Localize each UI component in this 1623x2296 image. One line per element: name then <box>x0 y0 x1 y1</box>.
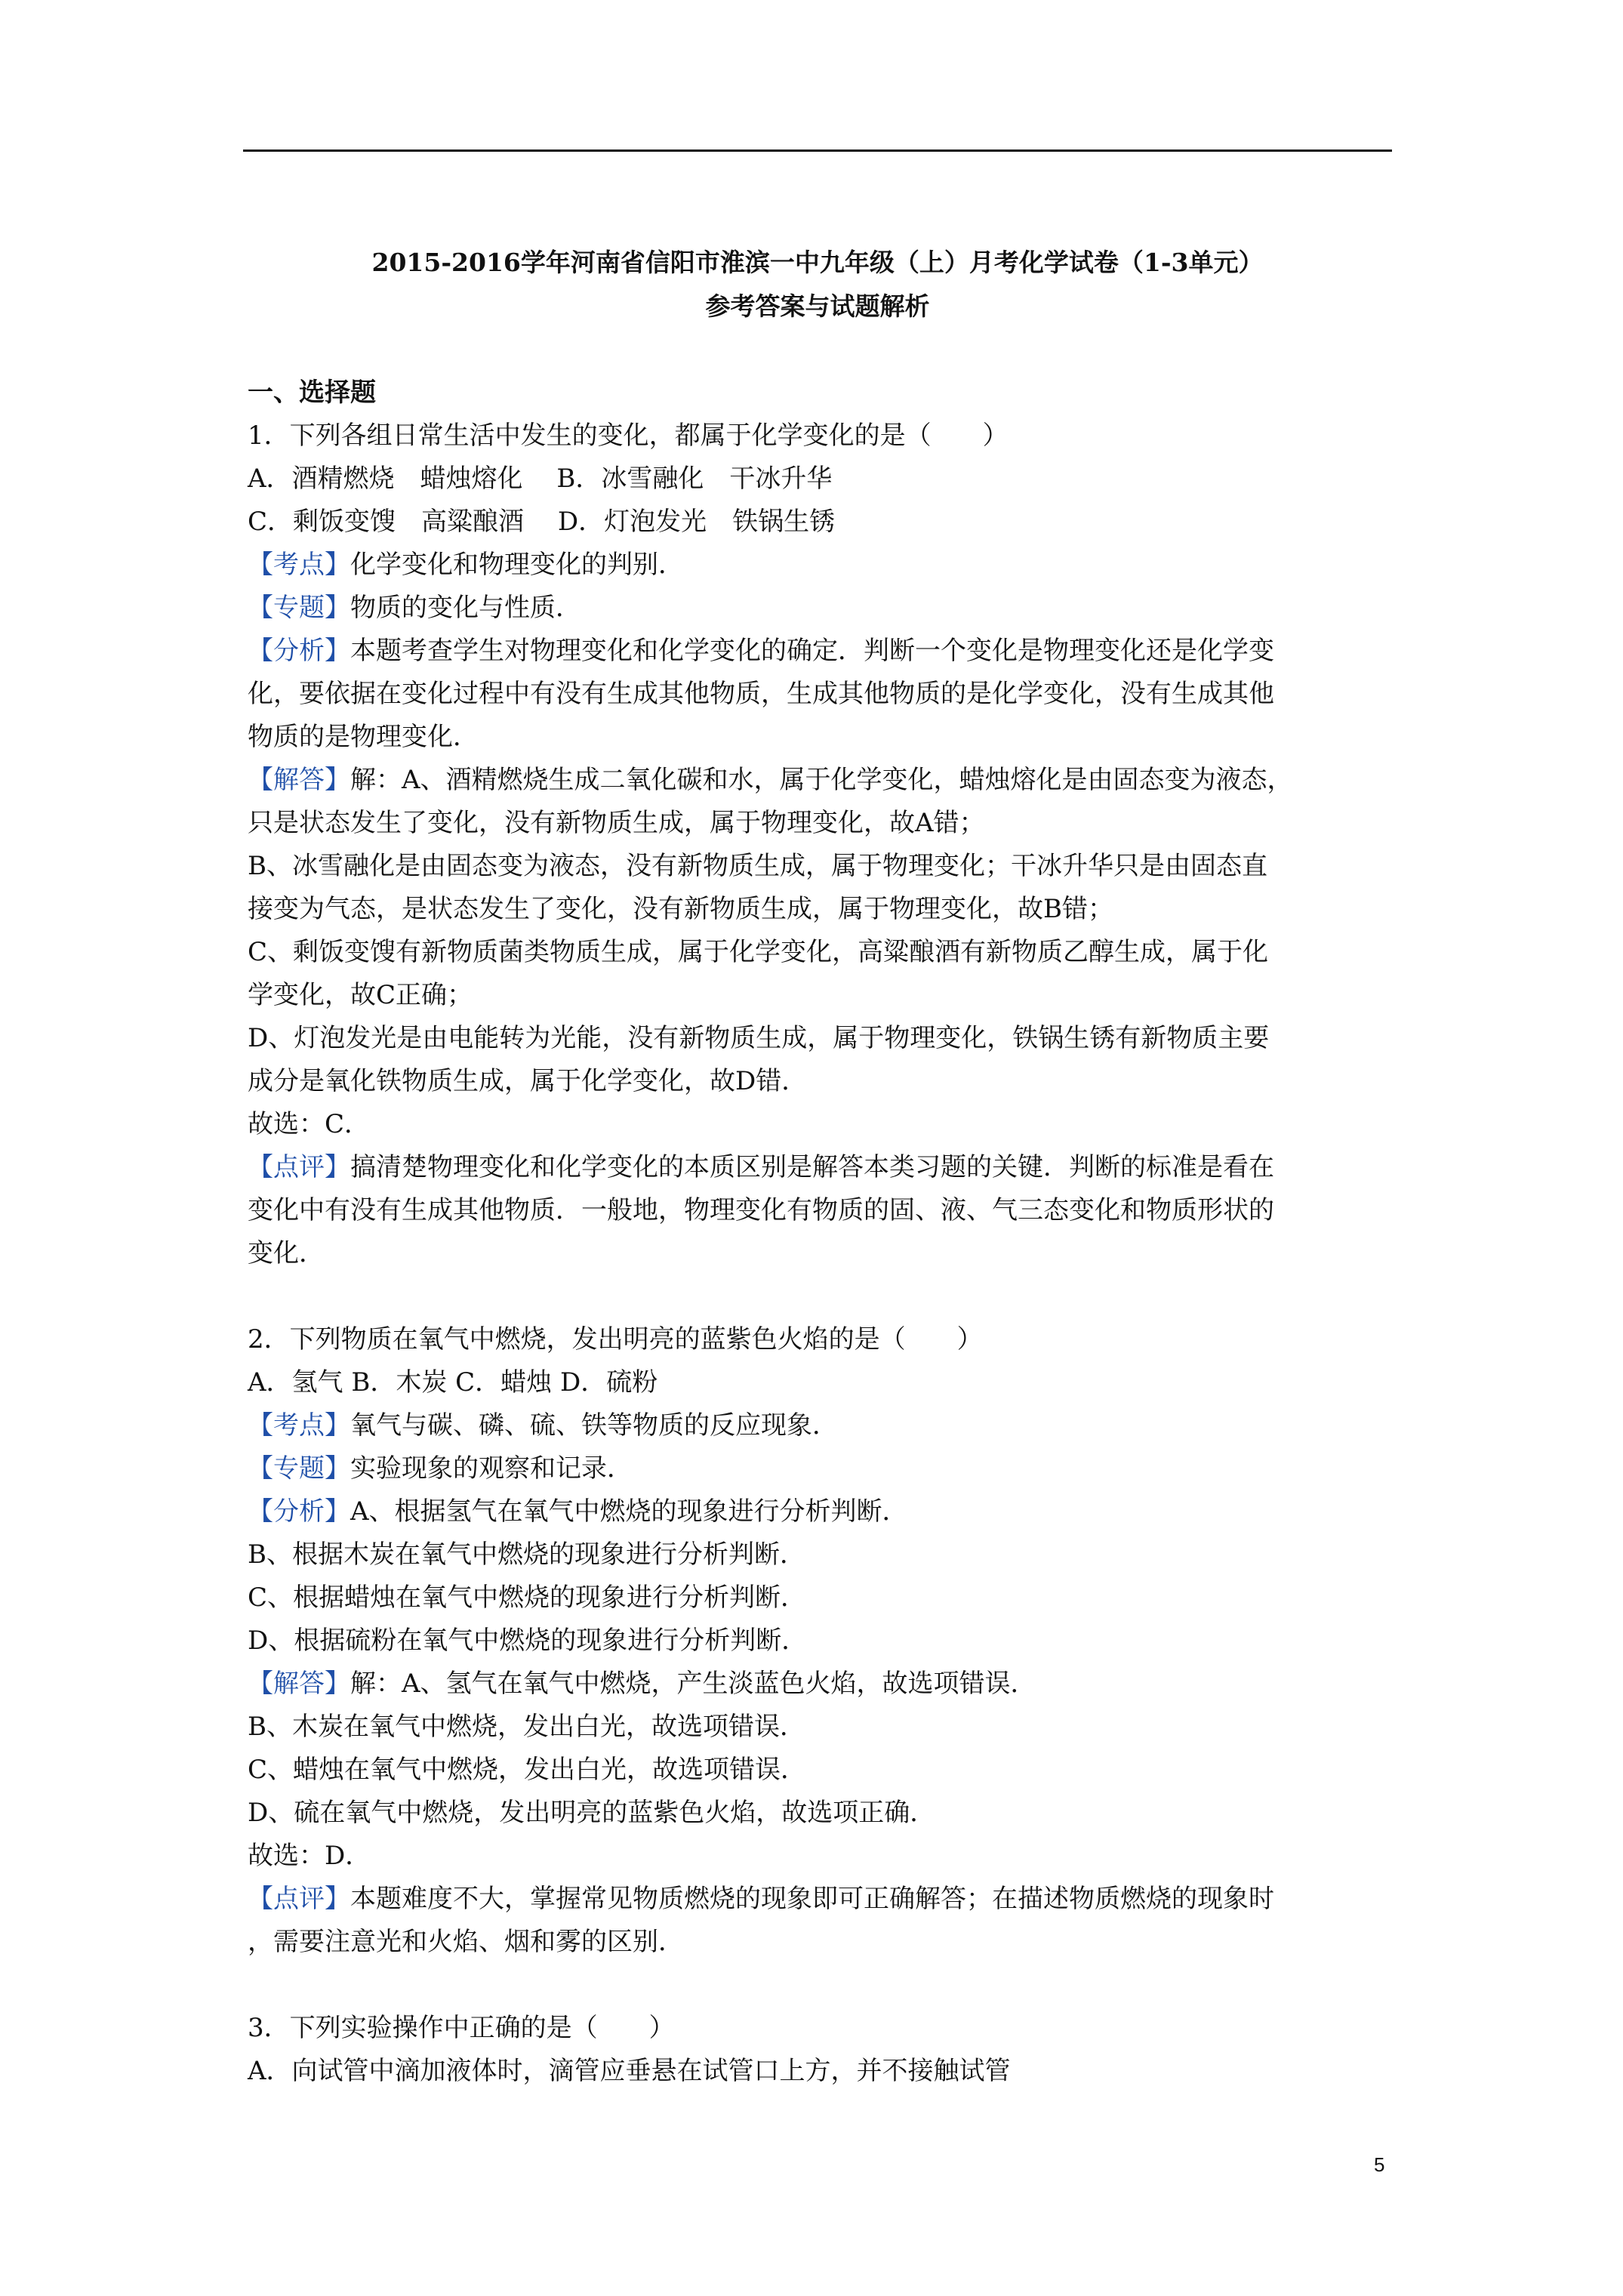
kaodian-tag: 【考点】 <box>248 1410 350 1441</box>
q2-fenxi-line: D、根据硫粉在氧气中燃烧的现象进行分析判断． <box>248 1626 808 1656</box>
q1-jieda-line: 只是状态发生了变化，没有新物质生成，属于物理变化，故A错； <box>248 808 985 838</box>
q1-zhuanti <box>248 587 1395 630</box>
jieda-text: 解：A、酒精燃烧生成二氧化碳和水，属于化学变化，蜡烛熔化是由固态变为液态， <box>350 765 1293 795</box>
q2-stem: 2．下列物质在氧气中燃烧，发出明亮的蓝紫色火焰的是（ ） <box>248 1324 983 1354</box>
fenxi-text: A、根据氢气在氧气中燃烧的现象进行分析判断． <box>350 1496 908 1527</box>
fenxi-tag: 【分析】 <box>248 636 350 666</box>
q1-dianping <box>248 1146 1395 1189</box>
q2-kaodian <box>248 1404 1395 1447</box>
zhuanti-text: 物质的变化与性质． <box>350 593 581 623</box>
q2-fenxi-line: B、根据木炭在氧气中燃烧的现象进行分析判断． <box>248 1539 805 1570</box>
spacer <box>248 1275 1395 1318</box>
q2-jieda-line: D、硫在氧气中燃烧，发出明亮的蓝紫色火焰，故选项正确． <box>248 1798 936 1828</box>
q1-fenxi-line: 物质的是物理变化． <box>248 722 479 752</box>
q2-fenxi-line: C、根据蜡烛在氧气中燃烧的现象进行分析判断． <box>248 1583 807 1613</box>
q2-jieda-line: C、蜡烛在氧气中燃烧，发出白光，故选项错误． <box>248 1755 807 1785</box>
q2-zhuanti <box>248 1447 1395 1490</box>
q1-dianping-line: 变化． <box>248 1238 325 1268</box>
q2-jieda-line: B、木炭在氧气中燃烧，发出白光，故选项错误． <box>248 1712 805 1742</box>
dianping-tag: 【点评】 <box>248 1884 350 1914</box>
q1-kaodian <box>248 544 1395 587</box>
q1-jieda-line: D、灯泡发光是由电能转为光能，没有新物质生成，属于物理变化，铁锅生锈有新物质主要 <box>248 1023 1270 1053</box>
jieda-tag: 【解答】 <box>248 765 350 795</box>
q1-stem: 1．下列各组日常生活中发生的变化，都属于化学变化的是（ ） <box>248 421 1009 451</box>
q1-options-ab: A．酒精燃烧 蜡烛熔化 B．冰雪融化 干冰升华 <box>248 464 833 494</box>
kaodian-text: 化学变化和物理变化的判别． <box>350 550 684 580</box>
page-number: 5 <box>1374 2153 1385 2176</box>
q1-fenxi-line: 化，要依据在变化过程中有没有生成其他物质，生成其他物质的是化学变化，没有生成其他 <box>248 679 1274 709</box>
dianping-text: 本题难度不大，掌握常见物质燃烧的现象即可正确解答；在描述物质燃烧的现象时 <box>350 1884 1274 1914</box>
zhuanti-text: 实验现象的观察和记录． <box>350 1453 633 1484</box>
kaodian-text: 氧气与碳、磷、硫、铁等物质的反应现象． <box>350 1410 838 1441</box>
dianping-tag: 【点评】 <box>248 1152 350 1182</box>
dianping-text: 搞清楚物理变化和化学变化的本质区别是解答本类习题的关键．判断的标准是看在 <box>350 1152 1274 1182</box>
jieda-tag: 【解答】 <box>248 1669 350 1699</box>
header-rule <box>243 149 1392 152</box>
q1-options-cd: C．剩饭变馊 高粱酿酒 D．灯泡发光 铁锅生锈 <box>248 507 836 537</box>
fenxi-text: 本题考查学生对物理变化和化学变化的确定．判断一个变化是物理变化还是化学变 <box>350 636 1274 666</box>
q2-jieda <box>248 1663 1395 1706</box>
q1-jieda-line: C、剩饭变馊有新物质菌类物质生成，属于化学变化，高粱酿酒有新物质乙醇生成，属于化 <box>248 937 1269 967</box>
q2-dianping-line: ，需要注意光和火焰、烟和雾的区别． <box>248 1927 684 1957</box>
q1-jieda-line: 接变为气态，是状态发生了变化，没有新物质生成，属于物理变化，故B错； <box>248 894 1113 924</box>
q1-answer: 故选：C． <box>248 1109 371 1139</box>
zhuanti-tag: 【专题】 <box>248 1453 350 1484</box>
q2-options: A．氢气 B．木炭 C．蜡烛 D．硫粉 <box>248 1367 658 1398</box>
q1-fenxi <box>248 630 1395 673</box>
document-body <box>248 371 1395 2093</box>
section-heading: 一、选择题 <box>248 378 376 408</box>
q2-dianping <box>248 1878 1395 1921</box>
q1-jieda-line: 成分是氧化铁物质生成，属于化学变化，故D错． <box>248 1066 808 1096</box>
kaodian-tag: 【考点】 <box>248 550 350 580</box>
q3-stem: 3．下列实验操作中正确的是（ ） <box>248 2013 675 2043</box>
q2-answer: 故选：D． <box>248 1841 371 1871</box>
page-title: 2015-2016学年河南省信阳市淮滨一中九年级（上）月考化学试卷（1-3单元） <box>371 248 1264 277</box>
fenxi-tag: 【分析】 <box>248 1496 350 1527</box>
jieda-text: 解：A、氢气在氧气中燃烧，产生淡蓝色火焰，故选项错误． <box>350 1669 1036 1699</box>
q2-fenxi <box>248 1490 1395 1533</box>
zhuanti-tag: 【专题】 <box>248 593 350 623</box>
q1-jieda <box>248 759 1395 802</box>
q3-option-a: A．向试管中滴加液体时，滴管应垂悬在试管口上方，并不接触试管 <box>248 2056 1011 2086</box>
page-subtitle: 参考答案与试题解析 <box>705 291 930 321</box>
q1-dianping-line: 变化中有没有生成其他物质．一般地，物理变化有物质的固、液、气三态变化和物质形状的 <box>248 1195 1274 1225</box>
q1-jieda-line: B、冰雪融化是由固态变为液态，没有新物质生成，属于物理变化；干冰升华只是由固态直 <box>248 851 1267 881</box>
q1-jieda-line: 学变化，故C正确； <box>248 980 473 1010</box>
spacer <box>248 1964 1395 2007</box>
